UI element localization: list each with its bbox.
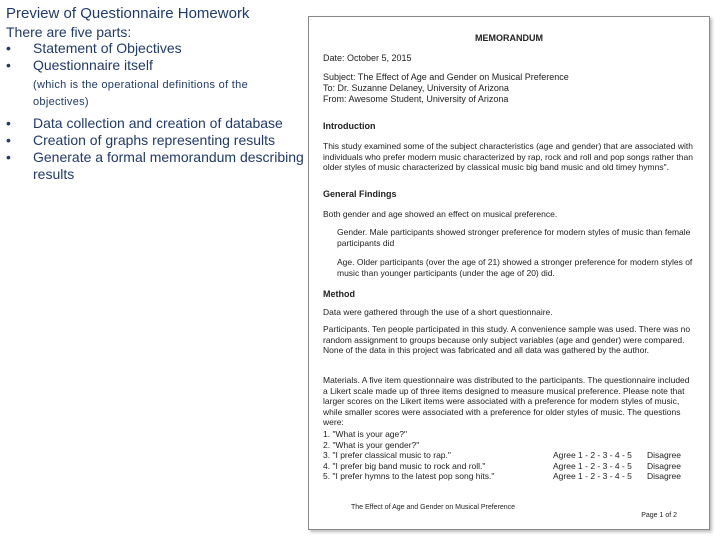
memo-age-text: Age. Older participants (over the age of 21) showed a stronger preference for modern styles of music than younger participants (under the age of 20) did.	[337, 257, 693, 278]
memo-participants-text: Participants. Ten people participated in this study. A convenience sample was used. There was no random assignment to groups because only subject variables (age and gender) were compared. None of the data in this project was fabricated and all data was gathered by the author.	[323, 324, 691, 355]
memo-question: 3. "I prefer classical music to rap." Agree 1 - 2 - 3 - 4 - 5 Disagree	[323, 450, 682, 460]
memo-page-number: Page 1 of 2	[641, 512, 677, 519]
bullet-marker: •	[6, 149, 11, 165]
memo-question: 4. "I prefer big band music to rock and roll." Agree 1 - 2 - 3 - 4 - 5 Disagree	[323, 460, 682, 471]
memo-findings-heading: General Findings	[323, 189, 397, 199]
bullet-item: • Data collection and creation of database	[6, 115, 283, 131]
bullet-list	[6, 40, 306, 183]
memo-method-heading: Method	[323, 289, 355, 299]
bullet-marker: •	[6, 132, 11, 148]
memo-footer: The Effect of Age and Gender on Musical Preference	[351, 504, 516, 511]
bullet-item: • Questionnaire itself	[6, 57, 153, 73]
intro-text: There are five parts:	[6, 24, 132, 40]
memo-to: To: Dr. Suzanne Delaney, University of Arizona	[323, 83, 509, 93]
memo-question: 1. "What is your age?"	[323, 429, 407, 439]
memo-from: From: Awesome Student, University of Arizona	[323, 94, 509, 104]
bullet-item: • Statement of Objectives	[6, 40, 182, 56]
bullet-marker: •	[6, 115, 11, 131]
memo-gender-text: Gender. Male participants showed stronger preference for modern styles of music than female participants did	[337, 227, 691, 248]
bullet-marker: •	[6, 57, 11, 73]
bullet-item: • Creation of graphs representing results	[6, 132, 276, 148]
memo-materials-text: Materials. A five item questionnaire was distributed to the participants. The questionnaire included a Likert scale made up of three items designed to measure musical preference. Please note that larger scores on the Likert items were associated with a preference for modern styles of music, while smaller scores were associated with a preference for older styles of music. The questions were:	[323, 375, 690, 427]
memo-findings-text: Both gender and age showed an effect on musical preference.	[323, 209, 558, 219]
bullet-item: • Generate a formal memorandum describing results	[6, 149, 304, 182]
memo-question: 2. "What is your gender?"	[323, 439, 420, 450]
memo-introduction-heading: Introduction	[323, 121, 376, 131]
memo-question: 5. "I prefer hymns to the latest pop song hits." Agree 1 - 2 - 3 - 4 - 5 Disagree	[323, 471, 682, 481]
memo-subject: Subject: The Effect of Age and Gender on Musical Preference	[323, 72, 569, 82]
memo-title: MEMORANDUM	[475, 33, 543, 43]
memo-date: Date: October 5, 2015	[323, 53, 412, 63]
bullet-marker: •	[6, 40, 11, 56]
memo-method-text: Data were gathered through the use of a short questionnaire.	[323, 307, 553, 317]
slide-title: Preview of Questionnaire Homework	[6, 5, 250, 22]
bullet-subnote: (which is the operational definitions of the objectives)	[33, 79, 248, 108]
memo-introduction-text: This study examined some of the subject characteristics (age and gender) that are associated with individuals who prefer modern music characterized by rap, rock and roll and pop songs rather than older styles of music characterized by classical music big band music and old timey hymns".	[323, 141, 693, 172]
memo-question-list	[323, 429, 695, 482]
memorandum-image	[308, 16, 710, 530]
